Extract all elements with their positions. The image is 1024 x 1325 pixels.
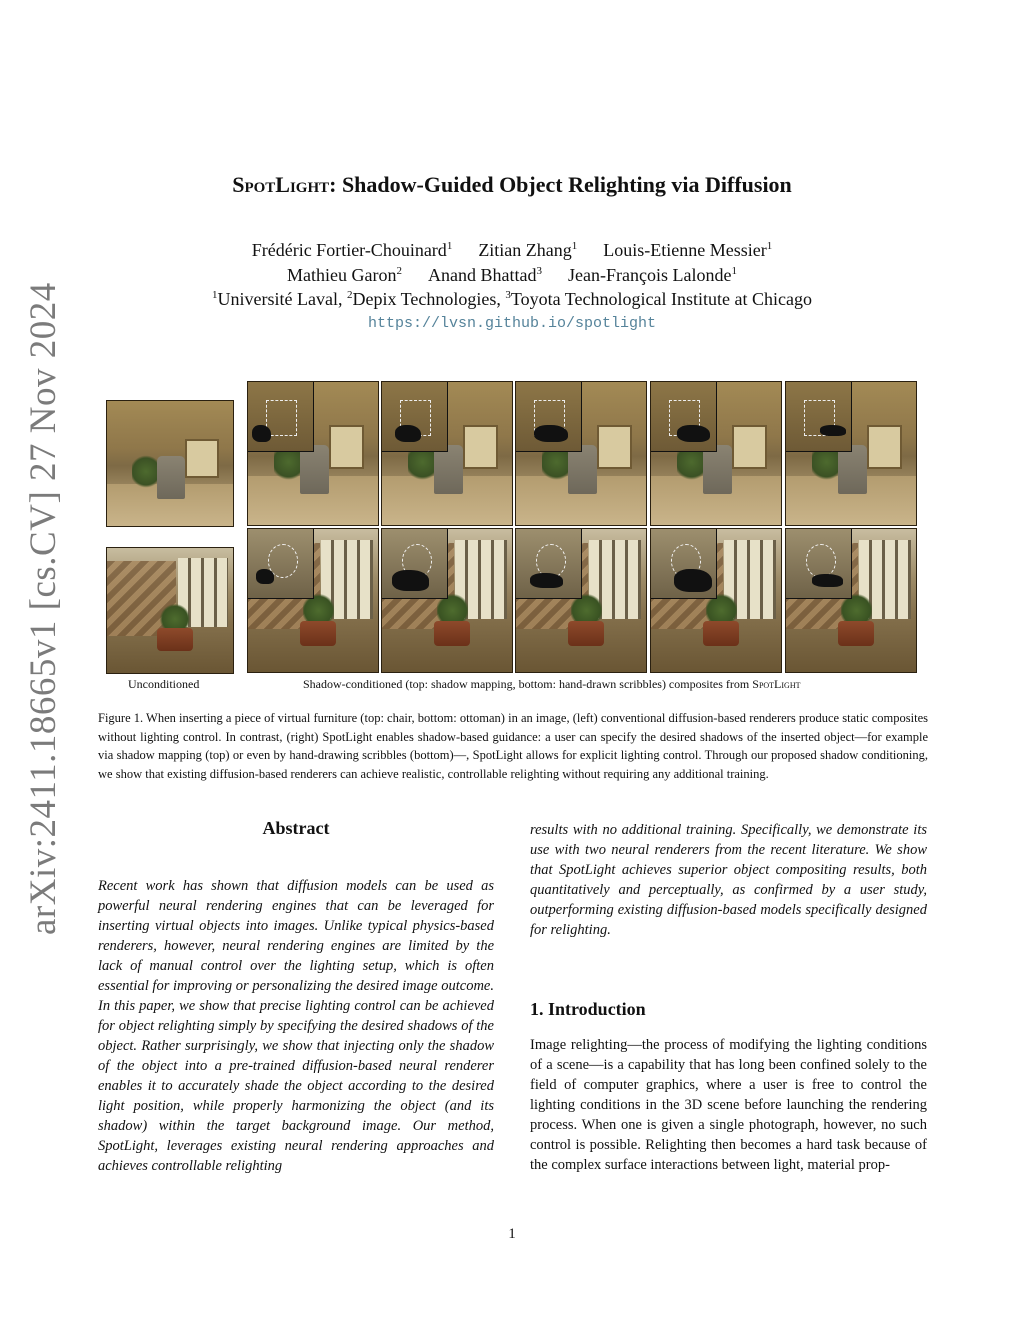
author-name: Anand Bhattad [428, 265, 537, 285]
figure-label-text: Shadow-conditioned (top: shadow mapping, bottom: hand-drawn scribbles) composites from [303, 677, 753, 691]
figure-image-unconditioned-chair [106, 400, 234, 527]
author-affiliation: 1 [571, 240, 578, 252]
authors-line-1 [0, 240, 1024, 261]
figure-image-scribble-ottoman [785, 528, 917, 673]
affiliation-name: Depix Technologies, [352, 289, 501, 309]
author-affiliation: 1 [731, 265, 737, 277]
affiliation-number: 3 [505, 289, 511, 301]
author-name: Zitian Zhang [478, 240, 572, 260]
figure-image-shadow-chair [515, 381, 647, 526]
figure-image-scribble-ottoman [381, 528, 513, 673]
arxiv-side-stamp: arXiv:2411.18665v1 [cs.CV] 27 Nov 2024 [23, 282, 64, 935]
affiliation-number: 2 [347, 289, 353, 301]
figure-image-shadow-chair [247, 381, 379, 526]
figure-label-unconditioned: Unconditioned [128, 677, 200, 691]
figure-image-shadow-chair [381, 381, 513, 526]
introduction-text: Image relighting—the process of modifying the lighting conditions of a scene—is a capability that has long been confined solely to the field of computer graphics, where a user is free to control the lighting conditions in the 3D scene before launching the rendering process. When one is given a single photograph, however, no such control is possible. Relighting then becomes a hard task because of the complex surface interactions between light, material prop- [530, 1037, 927, 1173]
affiliation-name: Toyota Technological Institute at Chicago [510, 289, 812, 309]
title-method-name: SpotLight [232, 172, 330, 197]
author-affiliation: 1 [446, 240, 453, 252]
project-url[interactable]: https://lvsn.github.io/spotlight [367, 315, 657, 332]
affiliation-name: Université Laval, [217, 289, 343, 309]
abstract-heading: Abstract [262, 818, 330, 838]
author-name: Mathieu Garon [287, 265, 397, 285]
figure-label-shadow-conditioned [303, 677, 801, 692]
figure-caption: Figure 1. When inserting a piece of virtual furniture (top: chair, bottom: ottoman) in an image, (left) conventional diffusion-based renderers produce static composites without lighting control. In contrast, (right) SpotLight enables shadow-based guidance: a user can specify the desired shadows of the inserted object—for example via shadow mapping (top) or even by hand-drawing scribbles (bottom)—, SpotLight allows for explicit lighting control. Through our proposed shadow conditioning, we show that existing diffusion-based renderers can achieve realistic, controllable relighting without requiring any additional training. [98, 711, 928, 781]
figure-label-method: SpotLight [752, 677, 801, 691]
affiliation-number: 1 [212, 289, 218, 301]
figure-image-scribble-ottoman [515, 528, 647, 673]
abstract-text: Recent work has shown that diffusion models can be used as powerful neural rendering engines that can be leveraged for inserting virtual objects into images. Unlike typical physics-based renderers, however, neural rendering engines are limited by the lack of manual control over the lighting setup, which is often essential for improving or personalizing the desired image outcome. In this paper, we show that precise lighting control can be achieved for object relighting simply by specifying the desired shadows of the object. Rather surprisingly, we show that injecting only the shadow of the object into a pre-trained diffusion-based neural renderer enables it to accurately shade the object according to the desired light position, while properly harmonizing the object (and its shadow) within the target background image. Our method, SpotLight, leverages existing neural rendering approaches and achieves controllable relighting [98, 878, 494, 1174]
paper-title [0, 172, 1024, 198]
author-name: Louis-Etienne Messier [603, 240, 767, 260]
page-number: 1 [508, 1226, 516, 1242]
figure-image-unconditioned-ottoman [106, 547, 234, 674]
introduction-heading: 1. Introduction [530, 999, 646, 1019]
author-name: Jean-François Lalonde [568, 265, 732, 285]
author-affiliation: 3 [536, 265, 542, 277]
figure-image-scribble-ottoman [247, 528, 379, 673]
author-affiliation: 1 [766, 240, 773, 252]
title-rest: : Shadow-Guided Object Relighting via Diffusion [329, 172, 792, 197]
figure-image-scribble-ottoman [650, 528, 782, 673]
authors-line-2 [0, 265, 1024, 286]
figure-image-shadow-chair [650, 381, 782, 526]
author-affiliation: 2 [396, 265, 403, 277]
figure-image-shadow-chair [785, 381, 917, 526]
affiliations-line [0, 289, 1024, 310]
abstract-continuation: results with no additional training. Specifically, we demonstrate its use with two neural renderers from the recent literature. We show that SpotLight achieves superior object compositing results, both quantitatively and perceptually, as confirmed by a user study, outperforming existing diffusion-based models specifically designed for relighting. [530, 822, 927, 938]
author-name: Frédéric Fortier-Chouinard [251, 240, 447, 260]
